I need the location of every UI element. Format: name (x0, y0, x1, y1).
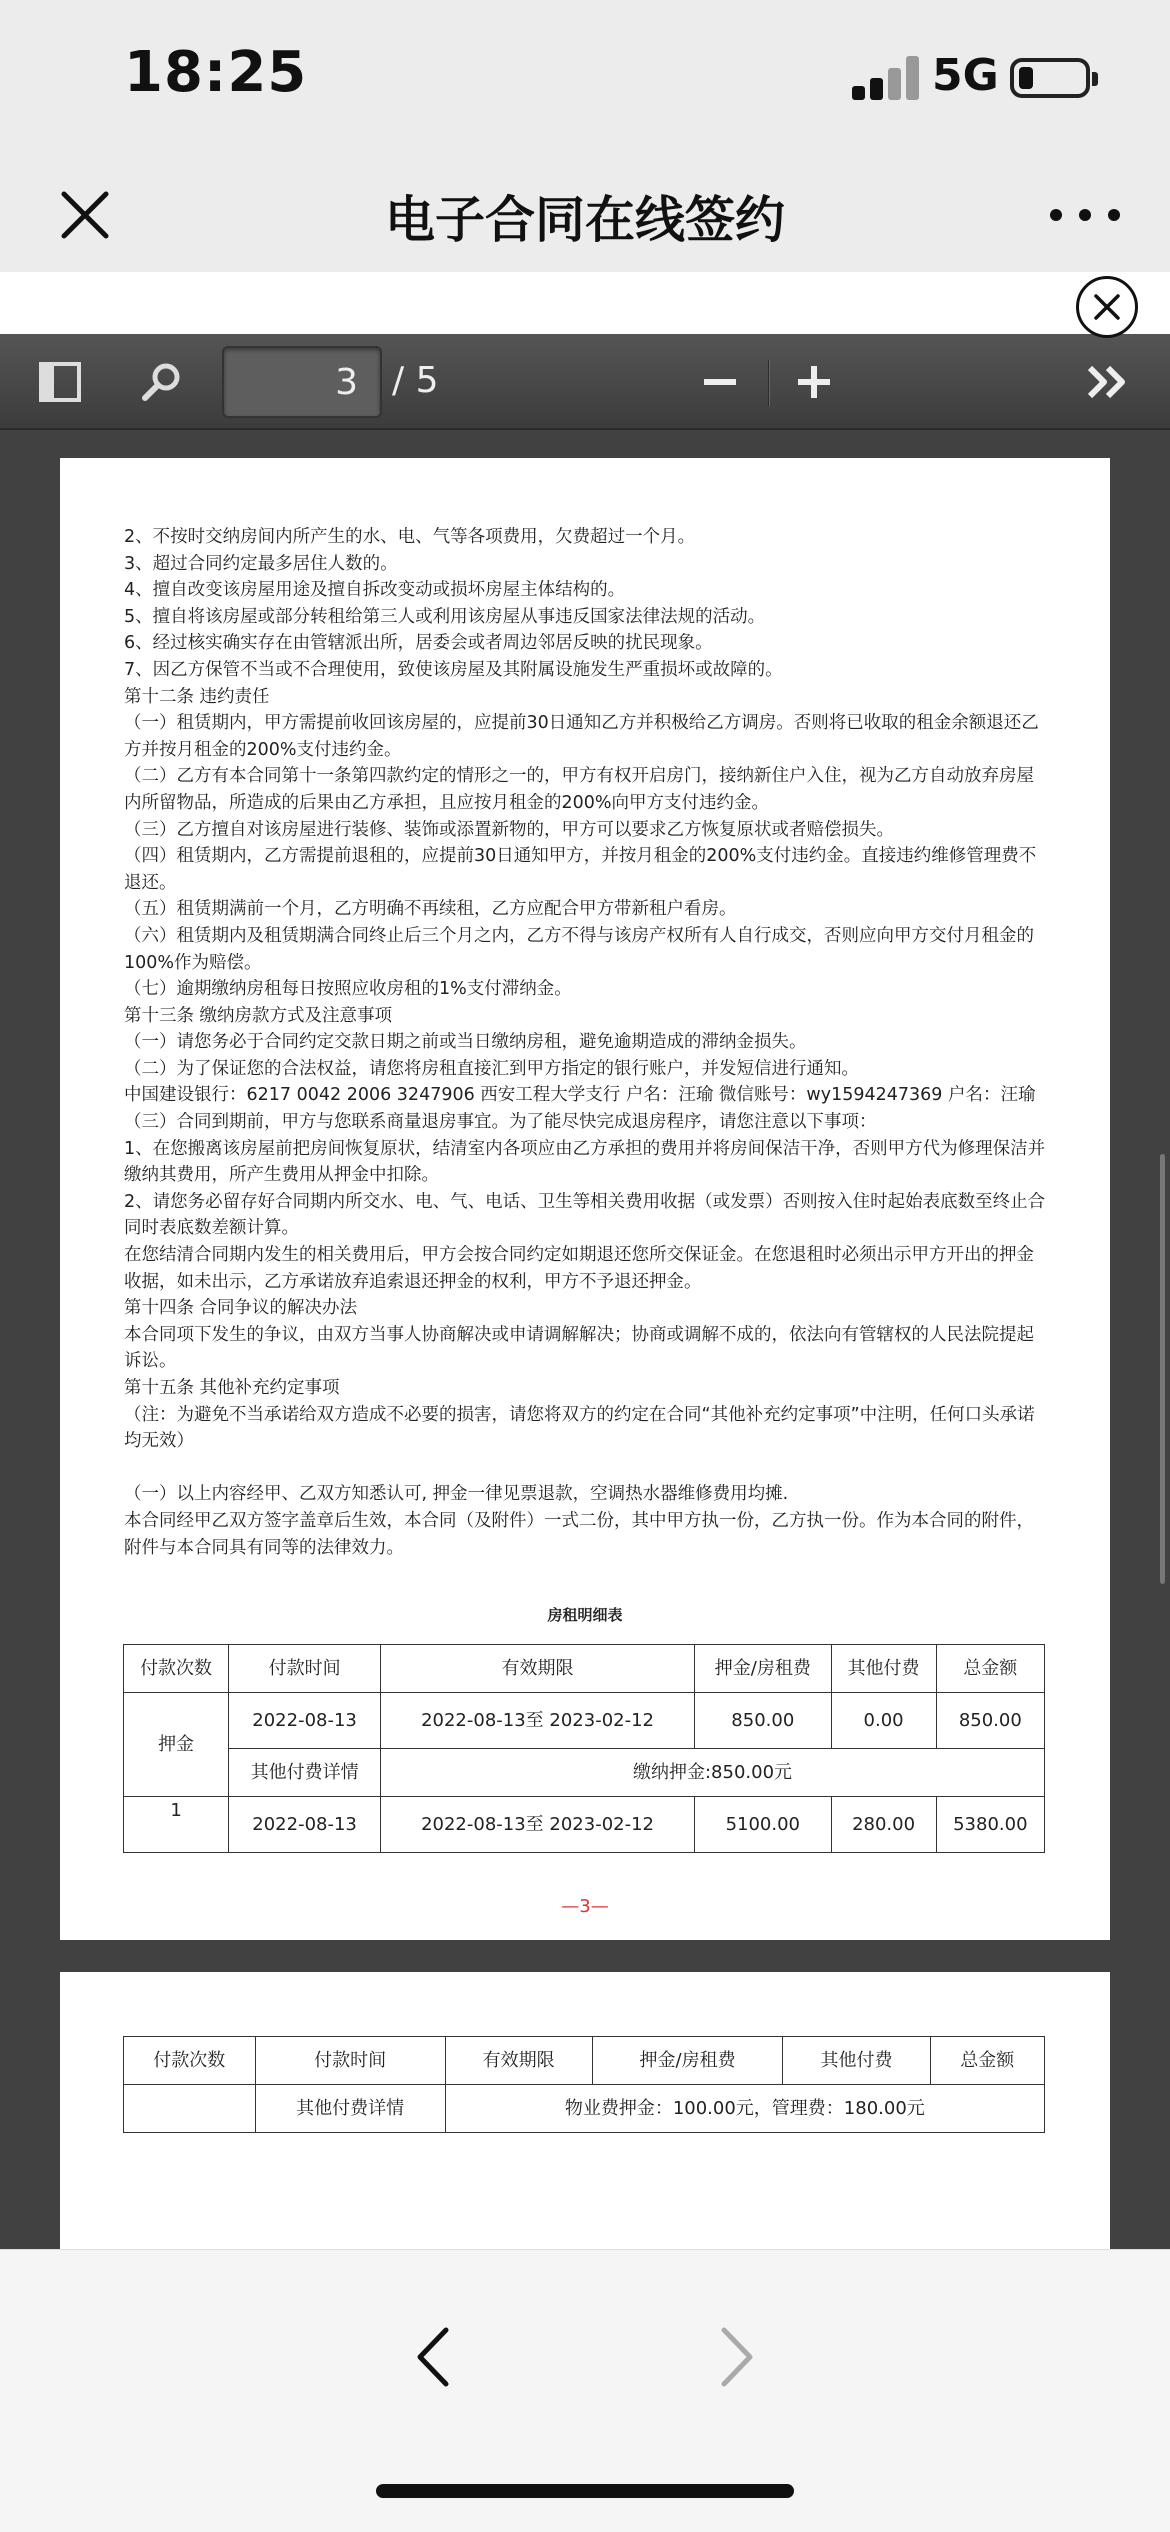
page-total: / 5 (392, 360, 439, 401)
contract-line: 4、擅自改变该房屋用途及擅自拆改变动或损坏房屋主体结构的。 (124, 580, 626, 601)
bottom-nav (0, 2249, 1170, 2532)
nav-bar (0, 150, 1170, 272)
status-bar (0, 0, 1170, 150)
contract-line: 5、擅自将该房屋或部分转租给第三人或利用该房屋从事违反国家法律法规的活动。 (124, 606, 766, 627)
table-cell: 5100.00 (695, 1797, 831, 1853)
contract-line: 7、因乙方保管不当或不合理使用，致使该房屋及其附属设施发生严重损坏或故障的。 (124, 659, 783, 680)
page-title: 电子合同在线签约 (385, 191, 785, 249)
contract-line: （七）逾期缴纳房租每日按照应收房租的1%支付滞纳金。 (124, 979, 572, 1000)
contract-line: （四）租赁期内，乙方需提前退租的，应提前30日通知甲方，并按月租金的200%支付违约金。直接违约维修管理费不退还。 (124, 846, 1037, 893)
table-cell: 其他付费详情 (229, 1749, 381, 1797)
table-cell: 850.00 (695, 1693, 831, 1749)
table-cell: 缴纳押金:850.00元 (381, 1749, 1045, 1797)
table-cell: 押金 (124, 1693, 229, 1797)
contract-line: 6、经过核实确实存在由管辖派出所，居委会或者周边邻居反映的扰民现象。 (124, 633, 713, 654)
table-header: 押金/房租费 (695, 1645, 831, 1693)
more-tools-icon[interactable] (1078, 352, 1138, 412)
table-cell: 2022-08-13至 2023-02-12 (381, 1797, 695, 1853)
contract-line (124, 1455, 1050, 1482)
more-icon[interactable] (1050, 190, 1120, 240)
scrollbar[interactable] (1160, 1154, 1165, 1584)
contract-line: （一）租赁期内，甲方需提前收回该房屋的，应提前30日通知乙方并积极给乙方调房。否则将已收取的租金余额退还乙方并按月租金的200%支付违约金。 (124, 713, 1039, 760)
network-label: 5G (932, 50, 999, 101)
table-header: 其他付费 (831, 1645, 936, 1693)
rent-detail-table (123, 1644, 1045, 1853)
table-cell: 2022-08-13至 2023-02-12 (381, 1693, 695, 1749)
table-cell: 0.00 (831, 1693, 936, 1749)
contract-line: 本合同项下发生的争议，由双方当事人协商解决或申请调解解决；协商或调解不成的，依法向有管辖权的人民法院提起诉讼。 (124, 1324, 1034, 1372)
contract-line: 第十四条 合同争议的解决办法 (124, 1298, 358, 1319)
table-cell: 280.00 (831, 1797, 936, 1853)
contract-line: （六）租赁期内及租赁期满合同终止后三个月之内，乙方不得与该房产权所有人自行成交，否则应向甲方交付月租金的100%作为赔偿。 (124, 925, 1034, 973)
contract-line: （一）以上内容经甲、乙双方知悉认可, 押金一律见票退款，空调热水器维修费用均摊. (124, 1484, 789, 1505)
contract-text (124, 524, 1050, 1561)
table-title: 房租明细表 (547, 1606, 623, 1624)
table-header: 付款时间 (229, 1645, 381, 1693)
contract-line: 第十三条 缴纳房款方式及注意事项 (124, 1005, 393, 1026)
back-arrow-icon[interactable] (408, 2322, 458, 2392)
pdf-viewer[interactable] (0, 334, 1170, 2249)
contract-line: 中国建设银行：6217 0042 2006 3247906 西安工程大学支行 户名：汪瑜 微信账号：wy1594247369 户名：汪瑜 (124, 1085, 1036, 1106)
page-number: —3— (561, 1896, 609, 1917)
sidebar-toggle-icon[interactable] (30, 352, 90, 412)
table-cell (124, 2085, 256, 2133)
pdf-toolbar (0, 334, 1170, 430)
table-header: 付款次数 (124, 2037, 256, 2085)
contract-line: 第十五条 其他补充约定事项 (124, 1378, 340, 1398)
viewer-close-icon[interactable] (1076, 276, 1138, 338)
content-top-strip (0, 272, 1170, 334)
contract-line: 在您结清合同期内发生的相关费用后，甲方会按合同约定如期退还您所交保证金。在您退租时必须出示甲方开出的押金收据，如未出示，乙方承诺放弃追索退还押金的权利，甲方不予退还押金。 (124, 1245, 1034, 1292)
table-header: 总金额 (930, 2037, 1045, 2085)
contract-line: （注：为避免不当承诺给双方造成不必要的损害，请您将双方的约定在合同“其他补充约定事项”中注明，任何口头承诺均无效） (124, 1404, 1035, 1452)
forward-arrow-icon[interactable] (712, 2322, 762, 2392)
table-cell: 1 (124, 1797, 229, 1853)
table-header: 押金/房租费 (592, 2037, 783, 2085)
table-header: 其他付费 (783, 2037, 930, 2085)
table-header: 付款次数 (124, 1645, 229, 1693)
table-header: 总金额 (936, 1645, 1044, 1693)
search-icon[interactable] (132, 352, 192, 412)
table-cell: 其他付费详情 (255, 2085, 445, 2133)
page-number-input[interactable]: 3 (222, 346, 382, 418)
rent-detail-table-continued (123, 2036, 1045, 2133)
pdf-page-4 (60, 1972, 1110, 2249)
table-cell: 2022-08-13 (229, 1797, 381, 1853)
status-time: 18:25 (124, 40, 308, 105)
contract-line: 2、请您务必留存好合同期内所交水、电、气、电话、卫生等相关费用收据（或发票）否则按入住时起始表底数至终止合同时表底数差额计算。 (124, 1191, 1046, 1239)
contract-line: （五）租赁期满前一个月，乙方明确不再续租，乙方应配合甲方带新租户看房。 (124, 899, 737, 920)
contract-line: 第十二条 违约责任 (124, 686, 270, 707)
zoom-in-icon[interactable] (784, 352, 844, 412)
contract-line: 1、在您搬离该房屋前把房间恢复原状，结清室内各项应由乙方承担的费用并将房间保洁干净，否则甲方代为修理保洁并缴纳其费用，所产生费用从押金中扣除。 (124, 1138, 1046, 1186)
table-cell: 物业费押金：100.00元，管理费：180.00元 (445, 2085, 1044, 2133)
table-header: 有效期限 (381, 1645, 695, 1693)
contract-line: 本合同经甲乙双方签字盖章后生效，本合同（及附件）一式二份，其中甲方执一份，乙方执一份。作为本合同的附件，附件与本合同具有同等的法律效力。 (124, 1510, 1034, 1558)
table-cell: 2022-08-13 (229, 1693, 381, 1749)
signal-icon (852, 56, 932, 100)
contract-line: （三）合同到期前，甲方与您联系商量退房事宜。为了能尽快完成退房程序，请您注意以下事项： (124, 1112, 877, 1133)
table-cell: 850.00 (936, 1693, 1044, 1749)
contract-line: （三）乙方擅自对该房屋进行装修、装饰或添置新物的，甲方可以要求乙方恢复原状或者赔偿损失。 (124, 819, 894, 840)
contract-line: （一）请您务必于合同约定交款日期之前或当日缴纳房租，避免逾期造成的滞纳金损失。 (124, 1032, 807, 1053)
battery-icon (1010, 58, 1090, 98)
contract-line: （二）为了保证您的合法权益，请您将房租直接汇到甲方指定的银行账户，并发短信进行通知。 (124, 1058, 859, 1079)
toolbar-separator (768, 360, 770, 406)
zoom-out-icon[interactable] (690, 352, 750, 412)
home-indicator (376, 2484, 794, 2498)
table-cell: 5380.00 (936, 1797, 1044, 1853)
contract-line: 3、超过合同约定最多居住人数的。 (124, 553, 398, 574)
table-header: 有效期限 (445, 2037, 592, 2085)
contract-line: （二）乙方有本合同第十一条第四款约定的情形之一的，甲方有权开启房门，接纳新住户入住，视为乙方自动放弃房屋内所留物品，所造成的后果由乙方承担，且应按月租金的200%向甲方支付违约金。 (124, 766, 1034, 813)
contract-line: 2、不按时交纳房间内所产生的水、电、气等各项费用，欠费超过一个月。 (124, 527, 696, 547)
table-header: 付款时间 (255, 2037, 445, 2085)
pdf-page-3 (60, 458, 1110, 1940)
